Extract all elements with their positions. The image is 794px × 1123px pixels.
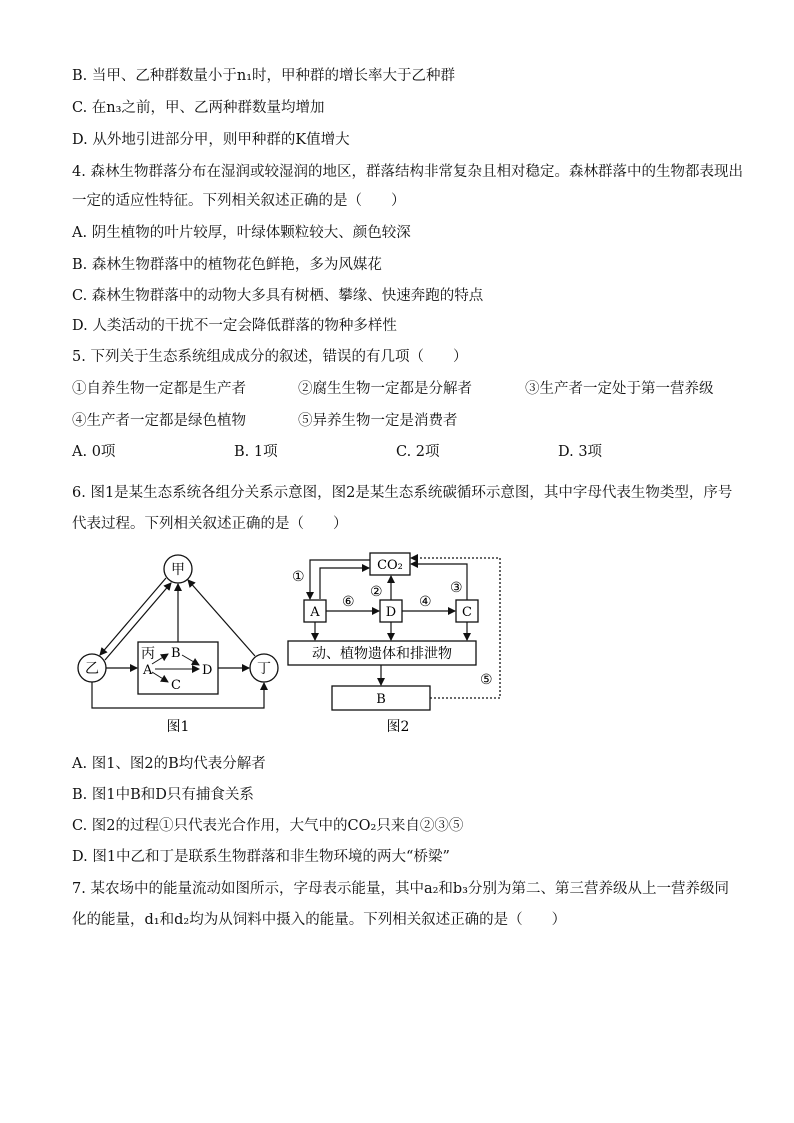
q5-statement-3: ③生产者一定处于第一营养级	[525, 381, 714, 397]
label-n1: ①	[292, 569, 305, 585]
q5-statement-1: ①自养生物一定都是生产者	[72, 381, 246, 397]
q4-option-b: B. 森林生物群落中的植物花色鲜艳，多为风媒花	[72, 257, 382, 273]
q3-option-b: B. 当甲、乙种群数量小于n₁时，甲种群的增长率大于乙种群	[72, 68, 456, 84]
label-bing: 丙	[141, 646, 155, 662]
label-remains: 动、植物遗体和排泄物	[312, 646, 452, 662]
q5-stem: 5. 下列关于生态系统组成成分的叙述，错误的有几项（ ）	[72, 349, 468, 365]
label-B: B	[376, 692, 386, 707]
figure-1-diagram	[60, 550, 290, 740]
q5-statement-5: ⑤异养生物一定是消费者	[298, 413, 458, 429]
label-ding: 丁	[257, 661, 271, 677]
label-n2: ②	[370, 584, 383, 600]
q6-option-d: D. 图1中乙和丁是联系生物群落和非生物环境的两大“桥梁”	[72, 849, 450, 865]
figure-2-caption: 图2	[386, 719, 410, 735]
label-A: A	[143, 663, 153, 678]
q5-option-b: B. 1项	[234, 444, 278, 460]
arrow-co2-to-A	[310, 560, 370, 599]
q5-option-a: A. 0项	[72, 444, 116, 460]
q4-option-a: A. 阴生植物的叶片较厚，叶绿体颗粒较大、颜色较深	[72, 225, 411, 241]
q6-stem-line1: 6. 图1是某生态系统各组分关系示意图，图2是某生态系统碳循环示意图，其中字母代表生物类型，序号	[72, 485, 733, 501]
label-B: B	[171, 646, 181, 661]
q4-stem-line2: 一定的适应性特征。下列相关叙述正确的是（ ）	[72, 193, 406, 209]
q5-statement-4: ④生产者一定都是绿色植物	[72, 413, 246, 429]
q3-option-d: D. 从外地引进部分甲，则甲种群的K值增大	[72, 132, 350, 148]
q6-stem-line2: 代表过程。下列相关叙述正确的是（ ）	[72, 516, 348, 532]
figure-1-caption: 图1	[166, 719, 190, 735]
q7-stem-line1: 7. 某农场中的能量流动如图所示，字母表示能量，其中a₂和b₃分别为第二、第三营养级从上一营养级同	[72, 881, 729, 897]
q6-option-c: C. 图2的过程①只代表光合作用，大气中的CO₂只来自②③⑤	[72, 818, 464, 834]
label-n4: ④	[419, 594, 432, 610]
figure-2-diagram	[280, 548, 520, 740]
q4-stem-line1: 4. 森林生物群落分布在湿润或较湿润的地区，群落结构非常复杂且相对稳定。森林群落中的生物都表现出	[72, 164, 743, 180]
label-n3: ③	[450, 580, 463, 596]
q6-option-a: A. 图1、图2的B均代表分解者	[72, 756, 266, 772]
q7-stem-line2: 化的能量，d₁和d₂均为从饲料中摄入的能量。下列相关叙述正确的是（ ）	[72, 912, 567, 928]
label-A: A	[310, 605, 320, 620]
q3-option-c: C. 在n₃之前，甲、乙两种群数量均增加	[72, 100, 325, 116]
q6-option-b: B. 图1中B和D只有捕食关系	[72, 787, 254, 803]
label-C: C	[462, 605, 472, 620]
label-jia: 甲	[171, 562, 185, 578]
label-n6: ⑥	[342, 594, 355, 610]
label-yi: 乙	[85, 661, 99, 677]
label-n5: ⑤	[480, 672, 493, 688]
label-D: D	[385, 605, 397, 620]
q4-option-d: D. 人类活动的干扰不一定会降低群落的物种多样性	[72, 318, 397, 334]
label-D: D	[202, 663, 213, 678]
label-co2: CO₂	[377, 558, 403, 573]
q5-option-c: C. 2项	[396, 444, 440, 460]
q5-option-d: D. 3项	[558, 444, 603, 460]
q4-option-c: C. 森林生物群落中的动物大多具有树栖、攀缘、快速奔跑的特点	[72, 288, 484, 304]
q5-statement-2: ②腐生生物一定都是分解者	[298, 381, 472, 397]
label-C: C	[171, 678, 181, 693]
